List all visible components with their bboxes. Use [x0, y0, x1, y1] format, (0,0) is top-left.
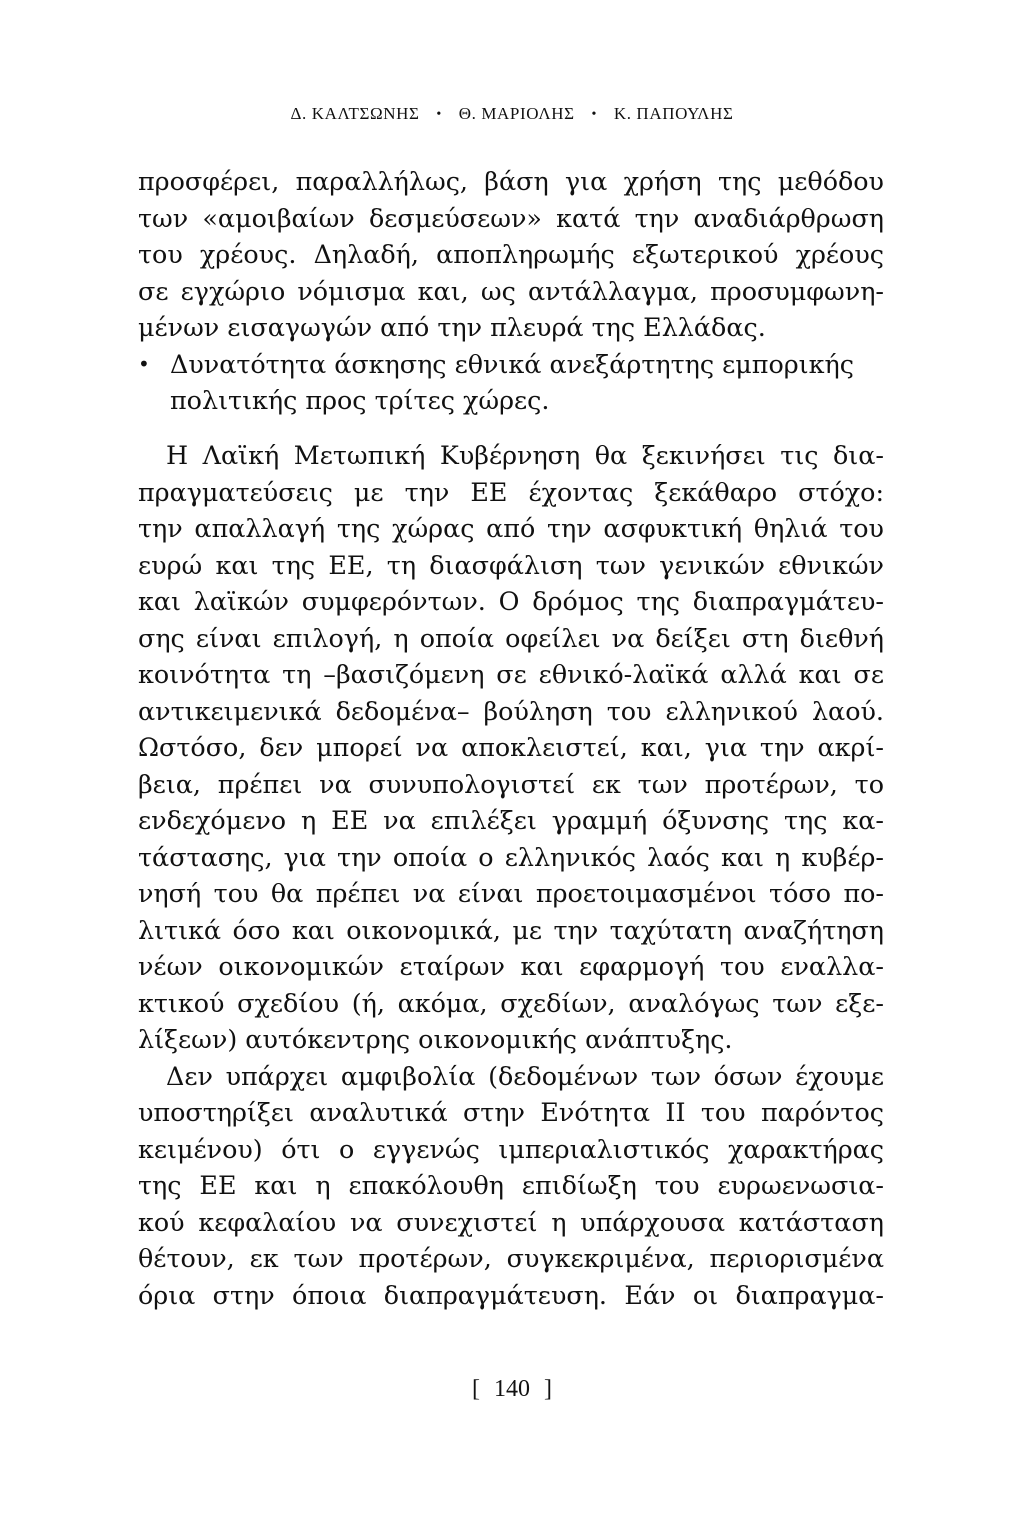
text-line: πραγματεύσεις με την ΕΕ έχοντας ξεκάθαρο στόχο: — [138, 476, 884, 507]
text-line: των «αμοιβαίων δεσμεύσεων» κατά την αναδιάρθρωση — [138, 202, 884, 233]
text-line: θέτουν, εκ των προτέρων, συγκεκριμένα, περιορισμένα — [138, 1243, 884, 1273]
text-line: σε εγχώριο νόμισμα και, ως αντάλλαγμα, προσυμφωνη- — [138, 275, 884, 306]
text-line: κτικού σχεδίου (ή, ακόμα, σχεδίων, αναλόγως των εξε- — [138, 987, 884, 1018]
separator-dot: • — [436, 107, 442, 122]
continuation-text — [138, 163, 884, 419]
text-line: κειμένου) ότι ο εγγενώς ιμπεριαλιστικός χαρακτήρας — [138, 1133, 884, 1164]
text-line: Η Λαϊκή Μετωπική Κυβέρνηση θα ξεκινήσει τις δια- — [166, 440, 884, 470]
bullet-item — [138, 346, 884, 419]
text-line: πολιτικής προς τρίτες χώρες. — [170, 385, 550, 415]
text-line: λιτικά όσο και οικονομικά, με την ταχύτατη αναζήτηση — [138, 914, 884, 945]
text-line: νέων οικονομικών εταίρων και εφαρμογή του εναλλα- — [138, 951, 884, 981]
text-line: την απαλλαγή της χώρας από την ασφυκτική θηλιά του — [138, 513, 884, 543]
bullet-text: Δυνατότητα άσκησης εθνικά ανεξάρτητης εμπορικής — [170, 348, 854, 379]
author-name: Κ. ΠΑΠΟΥΛΗΣ — [613, 104, 734, 123]
text-line: Δεν υπάρχει αμφιβολία (δεδομένων των όσων έχουμε — [166, 1060, 884, 1091]
text-line: νησή του θα πρέπει να είναι προετοιμασμένοι τόσο πο- — [138, 878, 884, 908]
text-line: ενδεχόμενο η ΕΕ να επιλέξει γραμμή όξυνσης της κα- — [138, 805, 884, 835]
bullet-icon: • — [138, 351, 150, 376]
bracket-close: ] — [544, 1376, 552, 1402]
author-name: Δ. ΚΑΛΤΣΩΝΗΣ — [290, 104, 420, 123]
author-name: Θ. ΜΑΡΙΟΛΗΣ — [458, 104, 575, 123]
text-line: υποστηρίξει αναλυτικά στην Ενότητα ΙΙ του παρόντος — [138, 1097, 884, 1127]
text-line: κού κεφαλαίου να συνεχιστεί η υπάρχουσα κατάσταση — [138, 1206, 884, 1237]
text-line: σης είναι επιλογή, η οποία οφείλει να δείξει στη διεθνή — [138, 622, 884, 653]
text-line: αντικειμενικά δεδομένα– βούληση του ελληνικού λαού. — [138, 695, 884, 726]
text-line: λίξεων) αυτόκεντρης οικονομικής ανάπτυξης. — [138, 1024, 733, 1054]
paragraph — [138, 437, 884, 1058]
separator-dot: • — [591, 107, 597, 122]
text-line: κοινότητα τη –βασιζόμενη σε εθνικό-λαϊκά αλλά και σε — [138, 659, 884, 689]
paragraph — [138, 1058, 884, 1314]
text-line: βεια, πρέπει να συνυπολογιστεί εκ των προτέρων, το — [138, 768, 884, 799]
text-line: προσφέρει, παραλλήλως, βάση για χρήση της μεθόδου — [138, 166, 884, 196]
running-head — [0, 104, 1024, 124]
text-line: της ΕΕ και η επακόλουθη επιδίωξη του ευρωενωσια- — [138, 1170, 884, 1200]
text-line: ευρώ και της ΕΕ, τη διασφάλιση των γενικών εθνικών — [138, 549, 884, 580]
text-line — [138, 346, 884, 383]
page-number — [0, 1376, 1024, 1403]
text-line: και λαϊκών συμφερόντων. Ο δρόμος της διαπραγμάτευ- — [138, 586, 884, 616]
text-line: μένων εισαγωγών από την πλευρά της Ελλάδας. — [138, 312, 766, 342]
text-line: του χρέους. Δηλαδή, αποπληρωμής εξωτερικού χρέους — [138, 239, 884, 269]
text-line: Ωστόσο, δεν μπορεί να αποκλειστεί, και, για την ακρί- — [138, 732, 884, 762]
text-line: όρια στην όποια διαπραγμάτευση. Εάν οι διαπραγμα- — [138, 1279, 884, 1310]
body-text — [138, 437, 884, 1313]
text-line: τάστασης, για την οποία ο ελληνικός λαός και η κυβέρ- — [138, 841, 884, 872]
page-number-value: 140 — [494, 1376, 530, 1402]
bracket-open: [ — [472, 1376, 480, 1402]
